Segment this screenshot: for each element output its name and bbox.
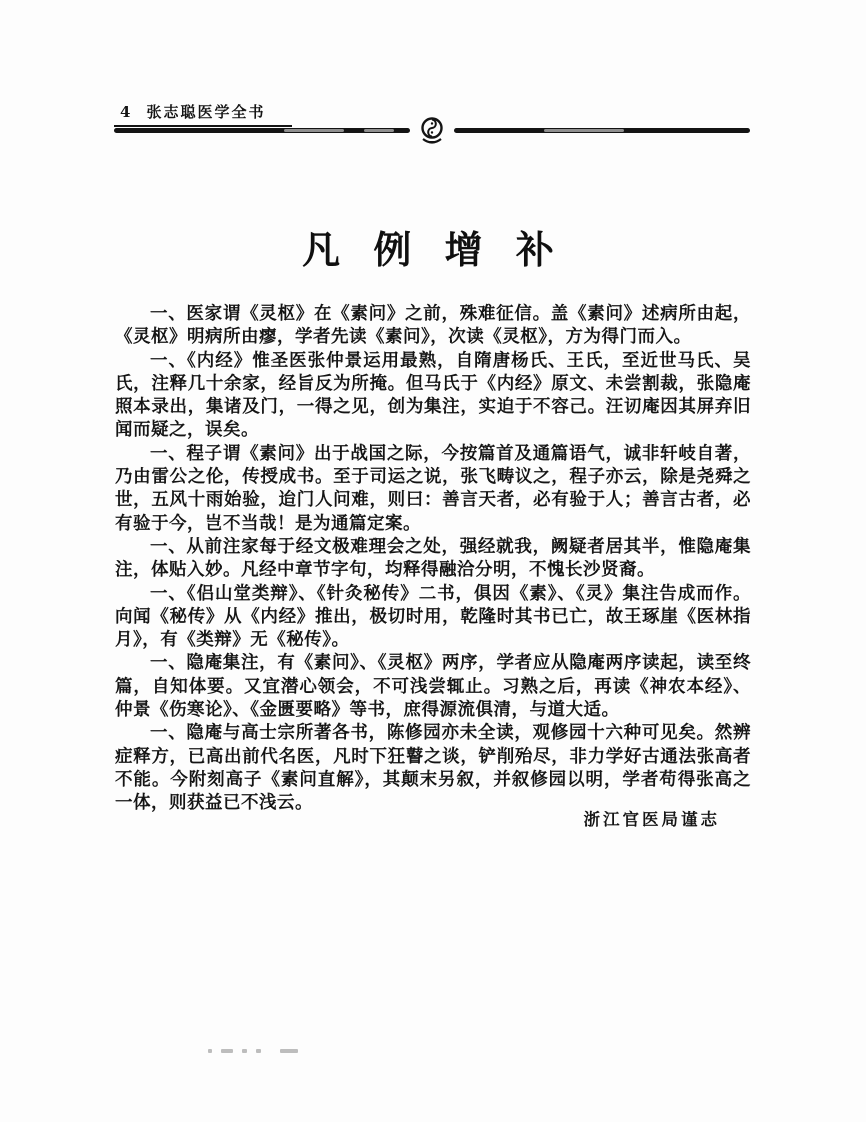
chapter-title: 凡 例 增 补: [302, 227, 564, 272]
page-number: 4: [120, 103, 133, 121]
running-head-book-title: 张志聪医学全书: [146, 103, 266, 121]
header-rule: [114, 125, 750, 139]
paragraph: 一、隐庵与高士宗所著各书，陈修园亦未全读，观修园十六种可见矣。然辨症释方，已高出前代名医，凡时下狂瞽之谈，铲削殆尽，非力学好古通法张高者不能。今附刻高子《素问直解》，其颠末另叙，并叙修园以明，学者苟得张高之一体，则获益已不浅云。: [115, 723, 751, 814]
page-header: [114, 101, 750, 139]
header-rule-patch: [284, 129, 344, 132]
header-rule-patch: [364, 129, 394, 132]
taiji-medal-icon: [414, 115, 450, 147]
paragraph: 一、从前注家每于经文极难理会之处，强经就我，阙疑者居其半，惟隐庵集注，体贴入妙。凡经中章节字句，均释得融洽分明，不愧长沙贤裔。: [115, 536, 751, 581]
paragraph: 一、程子谓《素问》出于战国之际，今按篇首及通篇语气，诚非轩岐自著，乃由雷公之伦，传授成书。至于司运之说，张飞畴议之，程子亦云，除是尧舜之世，五风十雨始验，迨门人问难，则曰：善言天者，必有验于人；善言古者，必有验于今，岂不当哉！是为通篇定案。: [115, 443, 751, 534]
running-head: [114, 101, 292, 127]
paragraph: 一、《侣山堂类辩》、《针灸秘传》二书，俱因《素》、《灵》集注告成而作。向闻《秘传》从《内经》推出，极切时用，乾隆时其书已亡，故王琢崖《医林指月》，有《类辩》无《秘传》。: [115, 583, 751, 651]
paragraph: 一、《内经》惟圣医张仲景运用最熟，自隋唐杨氏、王氏，至近世马氏、吴氏，注释几十余家，经旨反为所掩。但马氏于《内经》原文、未尝割裁，张隐庵照本录出，集诸及门，一得之见，创为集注，实迫于不容己。汪讱庵因其屏弃旧闻而疑之，误矣。: [115, 350, 751, 441]
scan-artifact-marks: [208, 1049, 298, 1053]
paragraph: 一、医家谓《灵枢》在《素问》之前，殊难征信。盖《素问》述病所由起，《灵枢》明病所由瘳，学者先读《素问》，次读《灵枢》，方为得门而入。: [115, 304, 751, 348]
body-text: [115, 303, 751, 816]
paragraph: 一、隐庵集注，有《素问》、《灵枢》两序，学者应从隐庵两序读起，读至终篇，自知体要。又宜潜心领会，不可浅尝辄止。习熟之后，再读《神农本经》、仲景《伤寒论》、《金匮要略》等书，庶得源流俱清，与道大适。: [115, 653, 751, 721]
signature: 浙江官医局谨志: [583, 810, 720, 829]
header-rule-patch: [544, 129, 624, 132]
